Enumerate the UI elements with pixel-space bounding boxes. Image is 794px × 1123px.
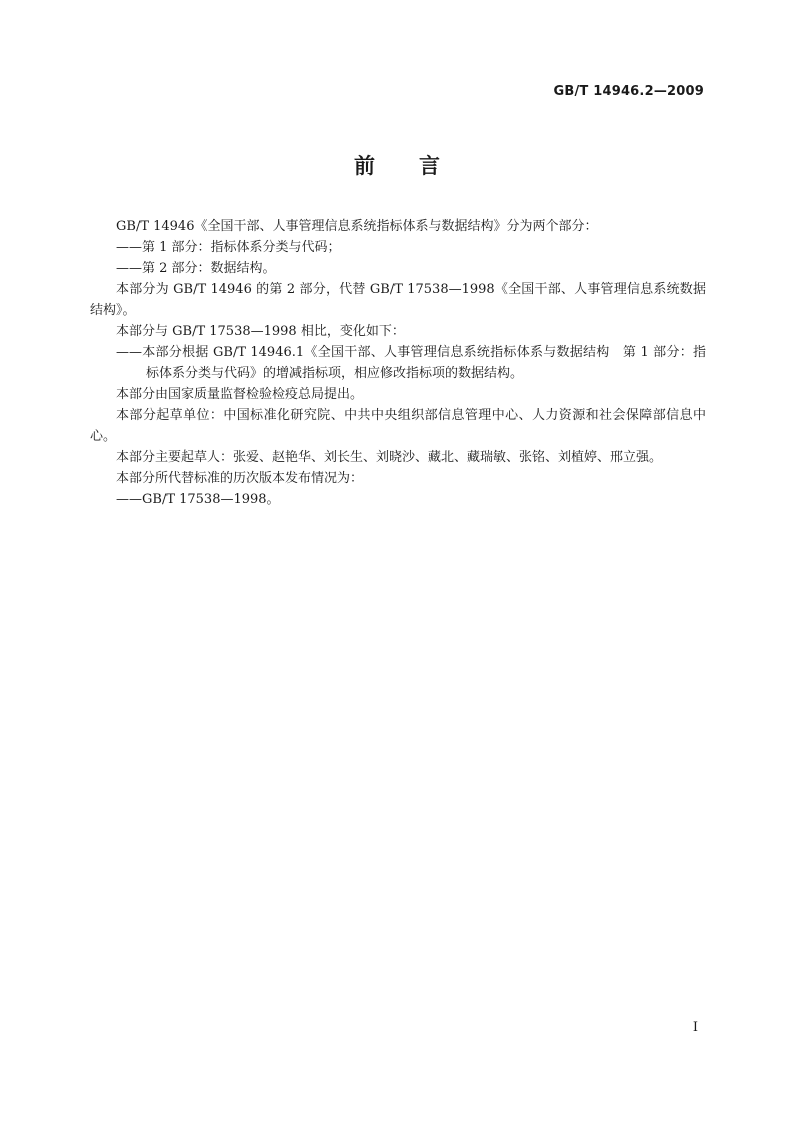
page-number: I [692, 1020, 698, 1035]
paragraph-drafting-units: 本部分起草单位：中国标准化研究院、中共中央组织部信息管理中心、人力资源和社会保障部信息中心。 [90, 408, 706, 444]
paragraph-proposed-by: 本部分由国家质量监督检验检疫总局提出。 [116, 387, 364, 402]
foreword-body [90, 216, 706, 510]
title-char-1: 前 [354, 154, 375, 178]
title-char-2: 言 [419, 154, 440, 178]
list-item-history: ——GB/T 17538—1998。 [116, 492, 280, 507]
list-item-part-1: ——第 1 部分：指标体系分类与代码； [116, 240, 341, 255]
paragraph-history-intro: 本部分所代替标准的历次版本发布情况为： [116, 471, 364, 486]
paragraph-changes-intro: 本部分与 GB/T 17538—1998 相比，变化如下： [116, 324, 405, 339]
paragraph-replaces: 本部分为 GB/T 14946 的第 2 部分，代替 GB/T 17538—1998《全国干部、人事管理信息系统数据结构》。 [90, 282, 706, 318]
list-item-change: ——本部分根据 GB/T 14946.1《全国干部、人事管理信息系统指标体系与数据结构 第 1 部分：指标体系分类与代码》的增减指标项，相应修改指标项的数据结构。 [116, 345, 706, 381]
standard-code: GB/T 14946.2—2009 [553, 84, 704, 99]
paragraph-parts-intro: GB/T 14946《全国干部、人事管理信息系统指标体系与数据结构》分为两个部分： [116, 219, 598, 234]
list-item-part-2: ——第 2 部分：数据结构。 [116, 261, 276, 276]
page-title [0, 150, 794, 180]
paragraph-drafters: 本部分主要起草人：张爱、赵艳华、刘长生、刘晓沙、藏北、藏瑞敏、张铭、刘植婷、邢立强。 [116, 450, 663, 465]
